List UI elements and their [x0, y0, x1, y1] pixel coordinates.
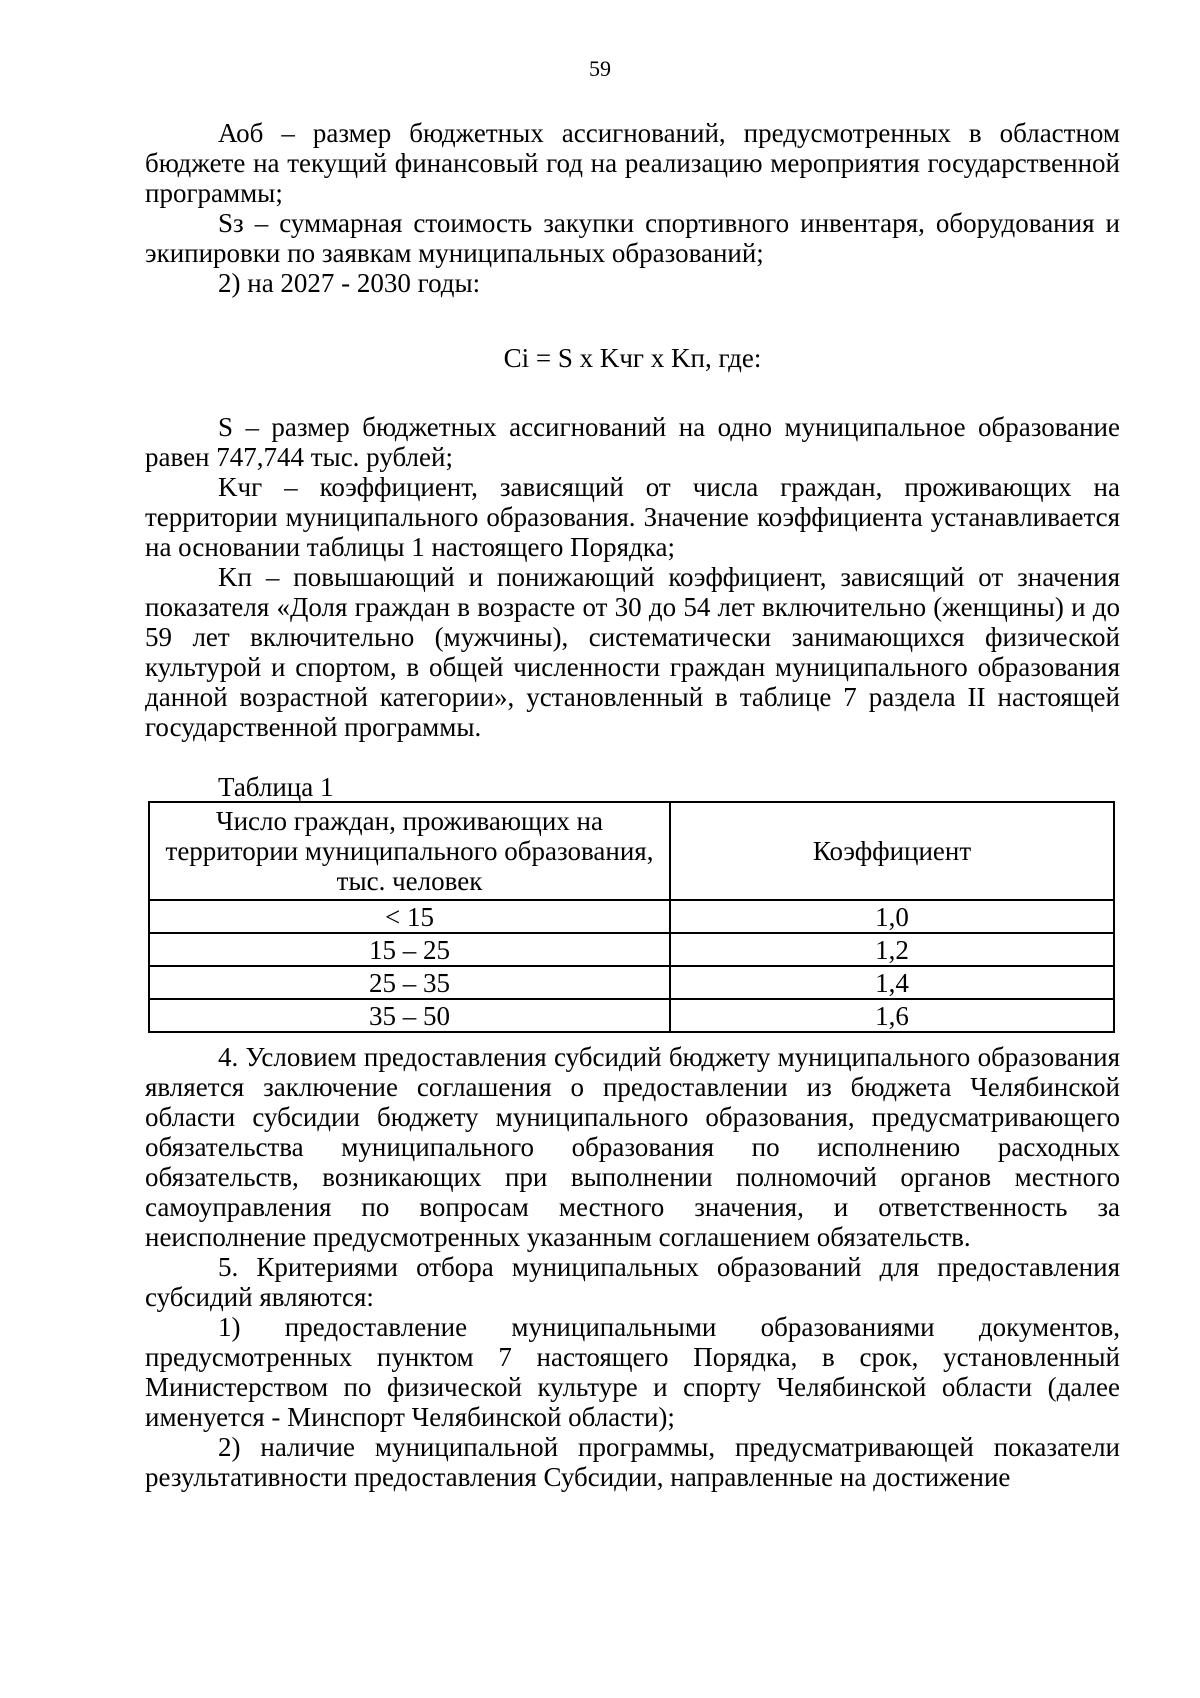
cell-coefficient: 1,0: [670, 900, 1114, 933]
page-number: 59: [589, 56, 611, 81]
table-row: [149, 900, 1114, 933]
formula: Ci = S x Kчг x Kп, где:: [503, 343, 762, 373]
cell-population: 25 – 35: [149, 966, 670, 999]
paragraph-kp: Kп – повышающий и понижающий коэффициент, зависящий от значения показателя «Доля граждан в возрасте от 30 до 54 лет включительно (женщины) и до 59 лет включительно (мужчины), систематически занимающихся физической культурой и спортом, в общей численности граждан муниципального образования данной возрастной категории», установленный в таблице 7 раздела II настоящей государственной программы.: [145, 562, 1120, 742]
cell-coefficient: 1,2: [670, 933, 1114, 966]
text-block-bottom: [145, 1042, 1120, 1492]
cell-population: 35 – 50: [149, 999, 670, 1032]
table-row: [149, 999, 1114, 1032]
text-block-top: [145, 118, 1120, 298]
table-row: [149, 966, 1114, 999]
table-header-row: [149, 802, 1114, 900]
coefficient-table: [148, 801, 1115, 1033]
header-coefficient: Коэффициент: [670, 802, 1114, 900]
paragraph-kchg: Kчг – коэффициент, зависящий от числа граждан, проживающих на территории муниципального образования. Значение коэффициента устанавливается на основании таблицы 1 настоящего Порядка;: [145, 472, 1120, 562]
header-population: Число граждан, проживающих на территории муниципального образования, тыс. человек: [149, 802, 670, 900]
paragraph-criterion-2: 2) наличие муниципальной программы, предусматривающей показатели результативности предоставления Субсидии, направленные на достижение: [145, 1432, 1120, 1492]
paragraph-aob: Аоб – размер бюджетных ассигнований, предусмотренных в областном бюджете на текущий финансовый год на реализацию мероприятия государственной программы;: [145, 118, 1120, 208]
paragraph-years: 2) на 2027 - 2030 годы:: [218, 268, 481, 298]
cell-coefficient: 1,6: [670, 999, 1114, 1032]
table-row: [149, 933, 1114, 966]
paragraph-criteria: 5. Критериями отбора муниципальных образований для предоставления субсидий являются:: [145, 1252, 1120, 1312]
cell-population: 15 – 25: [149, 933, 670, 966]
paragraph-criterion-1: 1) предоставление муниципальными образованиями документов, предусмотренных пунктом 7 настоящего Порядка, в срок, установленный Министерством по физической культуре и спорту Челябинской области (далее именуется - Минспорт Челябинской области);: [145, 1312, 1120, 1432]
paragraph-sz: Sз – суммарная стоимость закупки спортивного инвентаря, оборудования и экипировки по заявкам муниципальных образований;: [145, 208, 1120, 268]
paragraph-s: S – размер бюджетных ассигнований на одно муниципальное образование равен 747,744 тыс. рублей;: [145, 412, 1120, 472]
cell-coefficient: 1,4: [670, 966, 1114, 999]
cell-population: < 15: [149, 900, 670, 933]
text-block-mid: [145, 412, 1120, 742]
paragraph-condition: 4. Условием предоставления субсидий бюджету муниципального образования является заключение соглашения о предоставлении из бюджета Челябинской области субсидии бюджету муниципального образования, предусматривающего обязательства муниципального образования по исполнению расходных обязательств, возникающих при выполнении полномочий органов местного самоуправления по вопросам местного значения, и ответственность за неисполнение предусмотренных указанным соглашением обязательств.: [145, 1042, 1120, 1252]
formula-block: [145, 343, 1120, 373]
table-caption: Таблица 1: [218, 772, 334, 802]
